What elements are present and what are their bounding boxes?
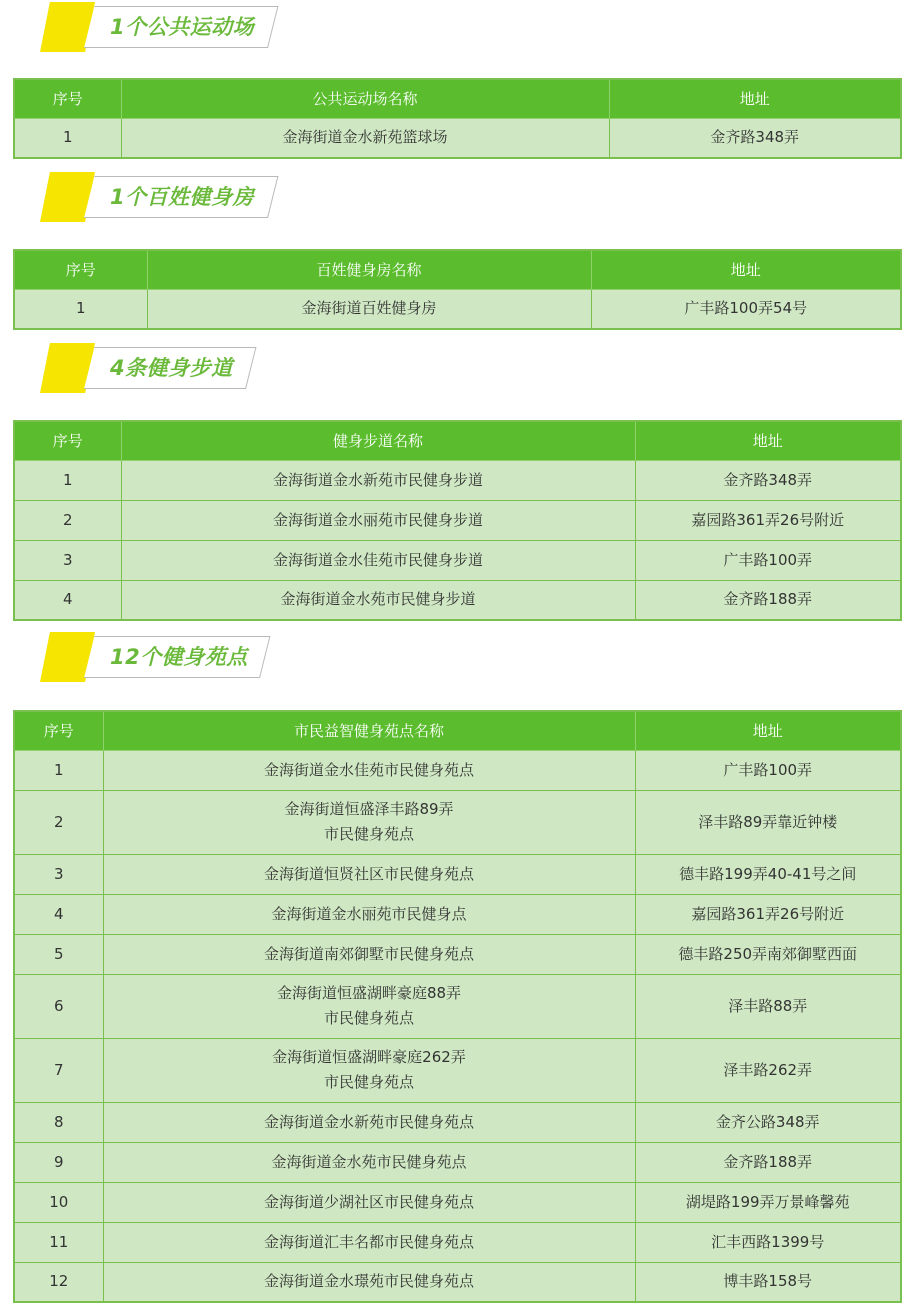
cell-name: 金海街道汇丰名都市民健身苑点 — [103, 1222, 635, 1262]
gym-table — [13, 249, 902, 330]
cell-address: 金齐路348弄 — [609, 118, 901, 158]
cell-name: 金海街道金水丽苑市民健身点 — [103, 894, 635, 934]
cell-address: 广丰路100弄54号 — [591, 289, 901, 329]
table-header-row — [14, 711, 901, 750]
cell-index: 2 — [14, 790, 103, 854]
cell-name: 金海街道金水新苑市民健身苑点 — [103, 1102, 635, 1142]
cell-index: 9 — [14, 1142, 103, 1182]
cell-address: 博丰路158号 — [635, 1262, 901, 1302]
table-row — [14, 790, 901, 854]
cell-index: 3 — [14, 540, 121, 580]
table-row — [14, 1102, 901, 1142]
cell-name: 金海街道金水丽苑市民健身步道 — [121, 500, 635, 540]
sports-field-table — [13, 78, 902, 159]
cell-address: 德丰路199弄40-41号之间 — [635, 854, 901, 894]
cell-index: 10 — [14, 1182, 103, 1222]
cell-index: 1 — [14, 750, 103, 790]
section-title: 1个公共运动场 — [110, 15, 255, 39]
section-header-gym — [40, 172, 280, 222]
cell-name-line: 市民健身苑点 — [323, 1009, 414, 1027]
cell-name: 金海街道金水苑市民健身苑点 — [103, 1142, 635, 1182]
table-row — [14, 540, 901, 580]
cell-address: 嘉园路361弄26号附近 — [635, 894, 901, 934]
col-header-address: 地址 — [635, 711, 901, 750]
table-row — [14, 1142, 901, 1182]
cell-name: 金海街道百姓健身房 — [147, 289, 591, 329]
cell-name: 金海街道金水璟苑市民健身苑点 — [103, 1262, 635, 1302]
section-title: 1个百姓健身房 — [110, 185, 255, 209]
cell-index: 6 — [14, 974, 103, 1038]
cell-index: 1 — [14, 118, 121, 158]
table-row — [14, 974, 901, 1038]
col-header-index: 序号 — [14, 79, 121, 118]
cell-name: 金海街道恒贤社区市民健身苑点 — [103, 854, 635, 894]
col-header-address: 地址 — [591, 250, 901, 289]
cell-address: 嘉园路361弄26号附近 — [635, 500, 901, 540]
cell-index: 7 — [14, 1038, 103, 1102]
cell-name: 金海街道金水新苑市民健身步道 — [121, 460, 635, 500]
cell-index: 5 — [14, 934, 103, 974]
section-header-fitness-points — [40, 632, 280, 682]
cell-index: 11 — [14, 1222, 103, 1262]
col-header-index: 序号 — [14, 711, 103, 750]
cell-index: 1 — [14, 289, 147, 329]
cell-address: 泽丰路89弄靠近钟楼 — [635, 790, 901, 854]
section-header-trails — [40, 343, 260, 393]
cell-name — [103, 1038, 635, 1102]
cell-name — [103, 790, 635, 854]
cell-index: 12 — [14, 1262, 103, 1302]
table-row — [14, 1182, 901, 1222]
cell-name-line: 金海街道恒盛湖畔豪庭88弄 — [276, 984, 462, 1002]
section-header-sports-field — [40, 2, 280, 52]
cell-name: 金海街道少湖社区市民健身苑点 — [103, 1182, 635, 1222]
cell-address: 泽丰路88弄 — [635, 974, 901, 1038]
table-row — [14, 934, 901, 974]
table-row — [14, 1038, 901, 1102]
cell-address: 德丰路250弄南郊御墅西面 — [635, 934, 901, 974]
table-row — [14, 750, 901, 790]
cell-address: 广丰路100弄 — [635, 540, 901, 580]
table-row — [14, 500, 901, 540]
section-title: 4条健身步道 — [110, 356, 233, 380]
cell-name — [103, 974, 635, 1038]
cell-index: 3 — [14, 854, 103, 894]
cell-address: 金齐路348弄 — [635, 460, 901, 500]
cell-name-line: 金海街道恒盛湖畔豪庭262弄 — [272, 1048, 466, 1066]
table-header-row — [14, 250, 901, 289]
cell-name-line: 金海街道恒盛泽丰路89弄 — [284, 800, 454, 818]
cell-address: 金齐公路348弄 — [635, 1102, 901, 1142]
table-row — [14, 580, 901, 620]
col-header-address: 地址 — [609, 79, 901, 118]
col-header-name: 公共运动场名称 — [121, 79, 609, 118]
cell-name: 金海街道金水新苑篮球场 — [121, 118, 609, 158]
cell-name: 金海街道金水佳苑市民健身苑点 — [103, 750, 635, 790]
cell-name: 金海街道金水佳苑市民健身步道 — [121, 540, 635, 580]
trails-table — [13, 420, 902, 621]
table-row — [14, 894, 901, 934]
cell-index: 2 — [14, 500, 121, 540]
section-title: 12个健身苑点 — [110, 645, 248, 669]
cell-address: 汇丰西路1399号 — [635, 1222, 901, 1262]
cell-name: 金海街道金水苑市民健身步道 — [121, 580, 635, 620]
cell-index: 1 — [14, 460, 121, 500]
col-header-index: 序号 — [14, 250, 147, 289]
cell-address: 金齐路188弄 — [635, 580, 901, 620]
cell-index: 4 — [14, 580, 121, 620]
cell-address: 泽丰路262弄 — [635, 1038, 901, 1102]
col-header-name: 市民益智健身苑点名称 — [103, 711, 635, 750]
col-header-index: 序号 — [14, 421, 121, 460]
col-header-name: 健身步道名称 — [121, 421, 635, 460]
table-row — [14, 1222, 901, 1262]
col-header-name: 百姓健身房名称 — [147, 250, 591, 289]
cell-index: 8 — [14, 1102, 103, 1142]
table-row — [14, 460, 901, 500]
cell-index: 4 — [14, 894, 103, 934]
table-header-row — [14, 79, 901, 118]
table-row — [14, 1262, 901, 1302]
fitness-points-table — [13, 710, 902, 1303]
cell-name-line: 市民健身苑点 — [323, 1073, 414, 1091]
cell-name: 金海街道南郊御墅市民健身苑点 — [103, 934, 635, 974]
cell-address: 湖堤路199弄万景峰馨苑 — [635, 1182, 901, 1222]
table-row — [14, 118, 901, 158]
cell-name-line: 市民健身苑点 — [323, 825, 414, 843]
col-header-address: 地址 — [635, 421, 901, 460]
cell-address: 广丰路100弄 — [635, 750, 901, 790]
table-row — [14, 289, 901, 329]
table-header-row — [14, 421, 901, 460]
table-row — [14, 854, 901, 894]
cell-address: 金齐路188弄 — [635, 1142, 901, 1182]
